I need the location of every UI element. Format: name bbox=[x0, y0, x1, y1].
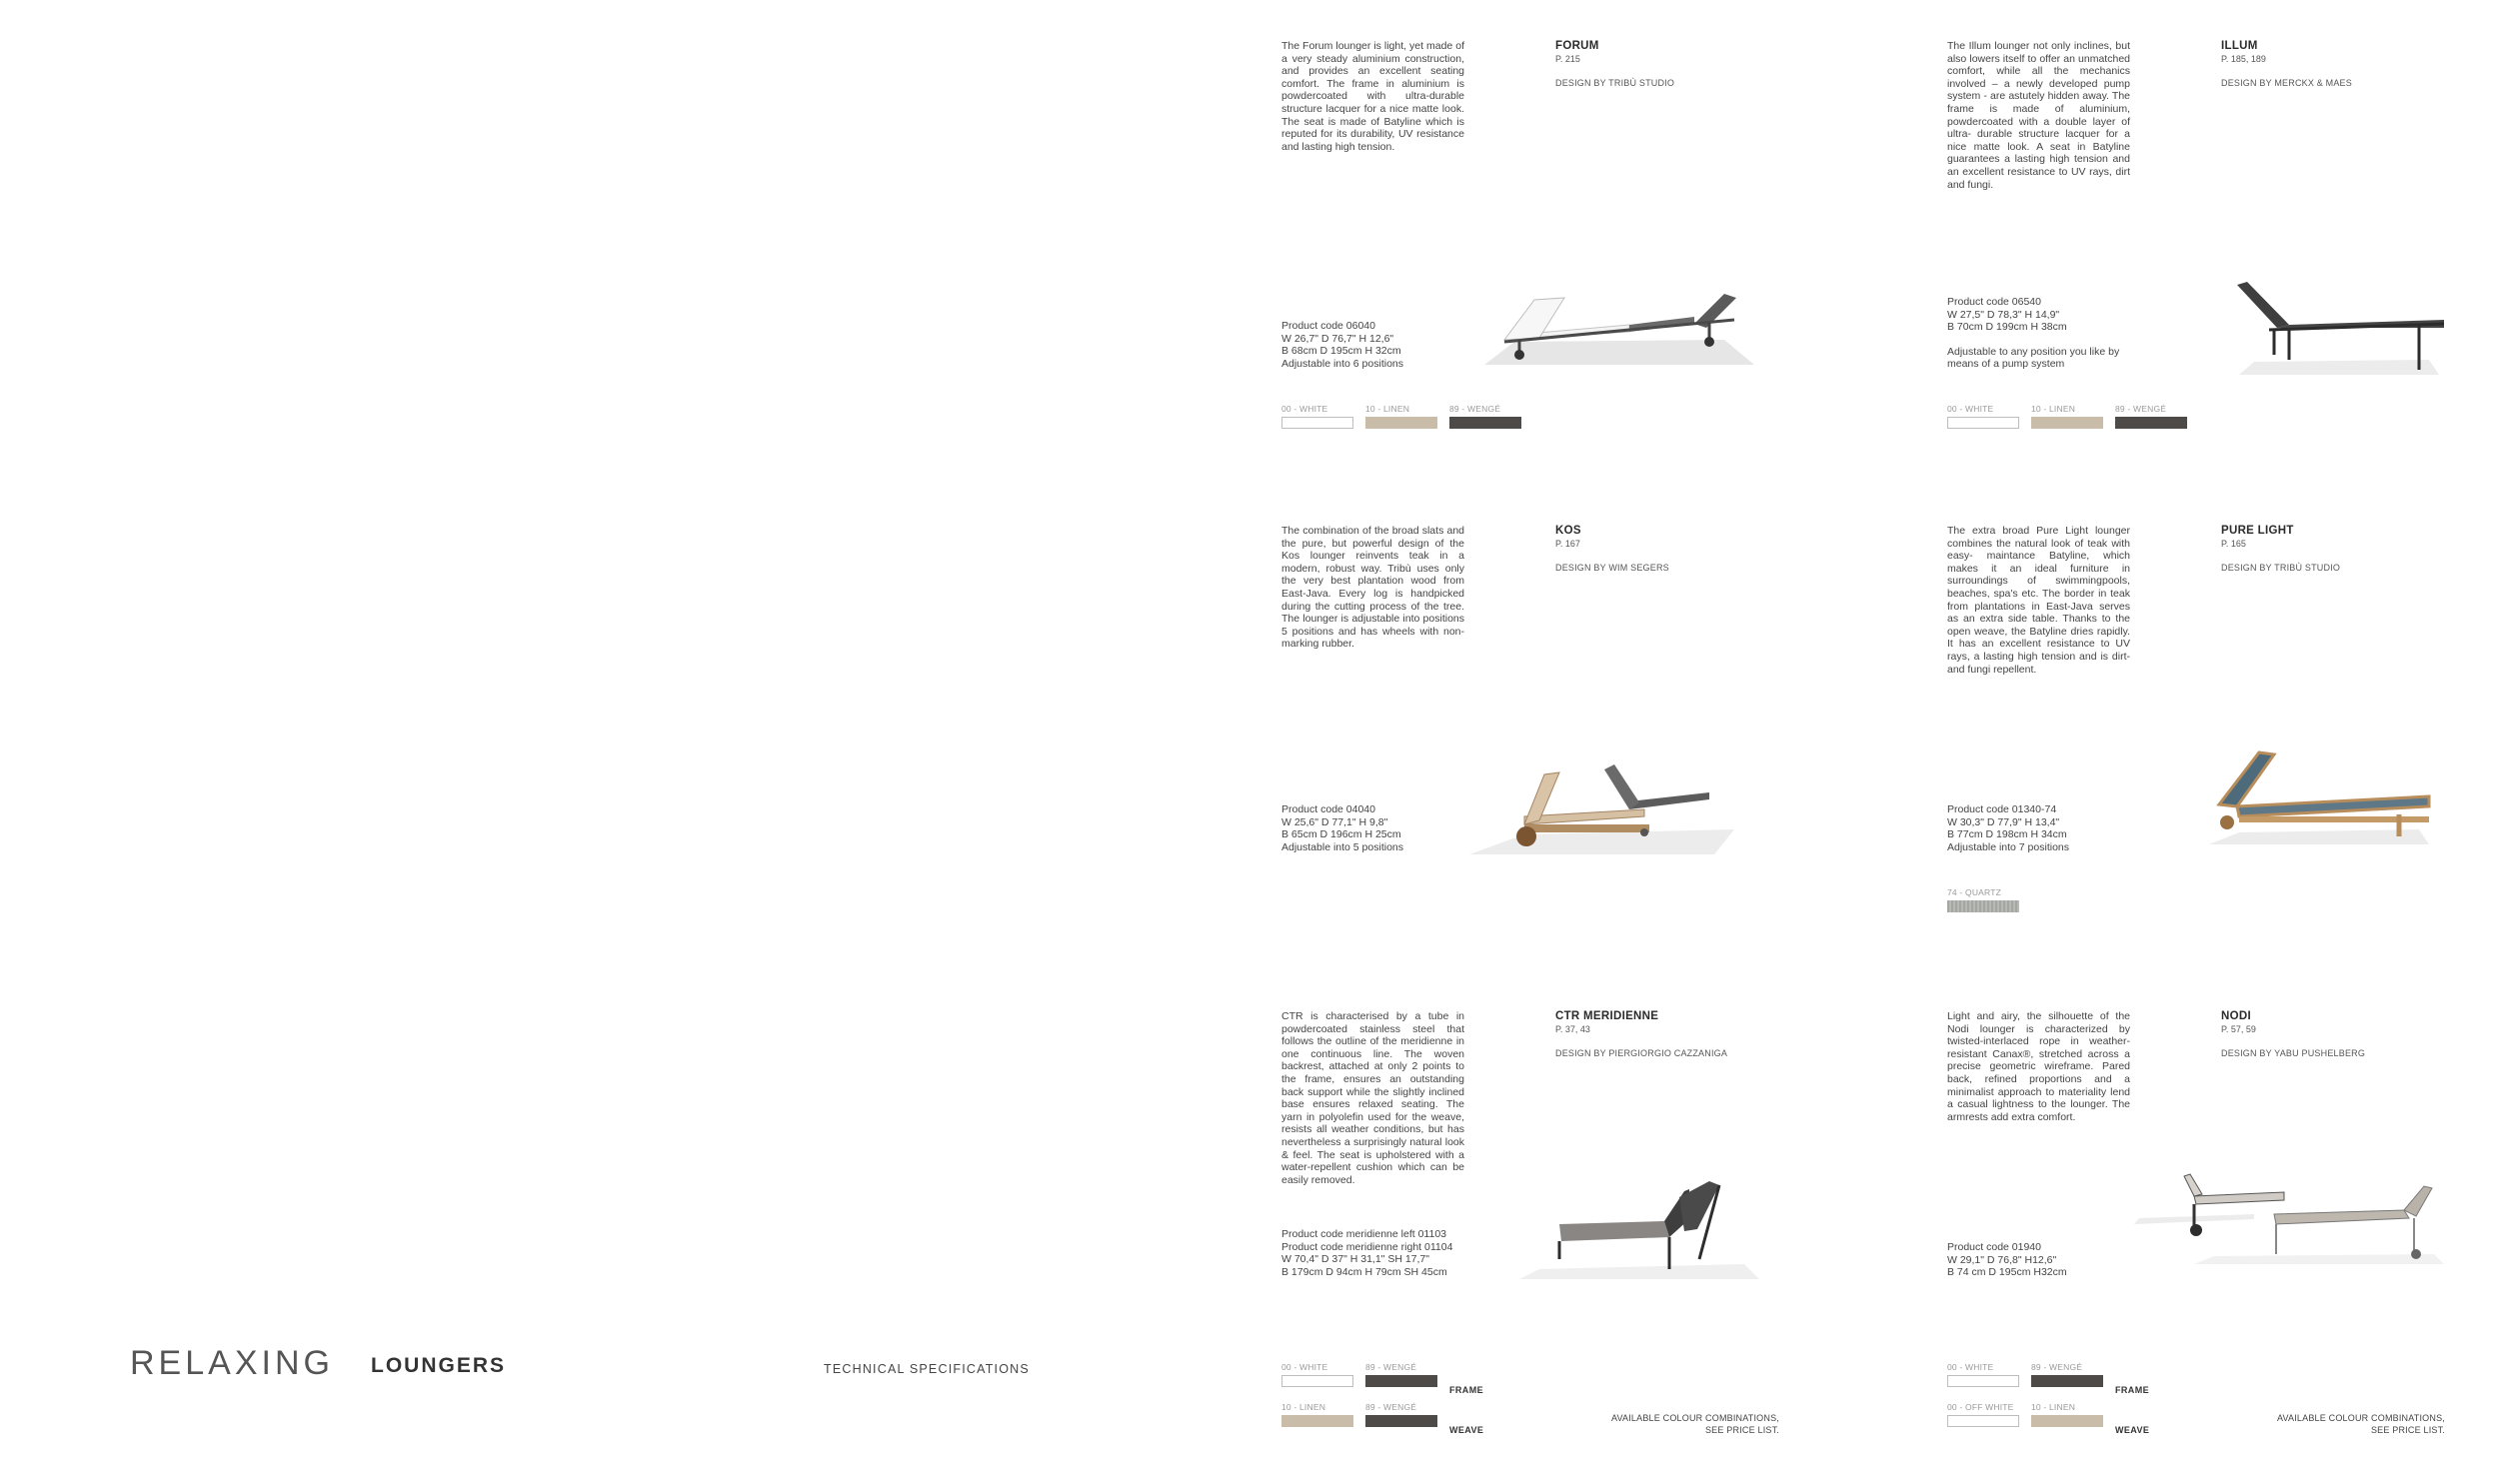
illum-spec-line: B 70cm D 199cm H 38cm bbox=[1947, 321, 2067, 334]
swatch-color bbox=[1281, 417, 1353, 429]
purelight-lounger-image bbox=[2199, 744, 2434, 854]
nodi-weave-label: WEAVE bbox=[2115, 1425, 2150, 1435]
purelight-spec-line: W 30,3" D 77,9" H 13,4" bbox=[1947, 815, 2060, 828]
forum-lounger-image bbox=[1474, 280, 1774, 370]
nodi-frame-swatch-wenge bbox=[2031, 1362, 2103, 1387]
swatch-color bbox=[1281, 1375, 1353, 1387]
ctr-availability-note bbox=[1559, 1412, 1779, 1436]
forum-swatch-white bbox=[1281, 404, 1353, 429]
swatch-label: 10 - LINEN bbox=[2031, 404, 2076, 414]
kos-spec bbox=[1281, 803, 1403, 853]
kos-title: KOS bbox=[1555, 525, 1581, 537]
swatch-label: 00 - WHITE bbox=[1947, 1362, 1994, 1372]
ctr-title: CTR MERIDIENNE bbox=[1555, 1010, 1659, 1022]
swatch-label: 00 - WHITE bbox=[1947, 404, 1994, 414]
illum-lounger-image bbox=[2229, 280, 2444, 380]
swatch-color bbox=[1281, 1415, 1353, 1427]
illum-swatch-white bbox=[1947, 404, 2019, 429]
purelight-spec-line: Adjustable into 7 positions bbox=[1947, 840, 2069, 853]
forum-swatch-wenge bbox=[1449, 404, 1521, 429]
forum-heading bbox=[1555, 40, 1674, 88]
forum-designer: DESIGN BY TRIBÙ STUDIO bbox=[1555, 78, 1675, 88]
forum-spec bbox=[1281, 320, 1403, 370]
section-title-loungers: LOUNGERS bbox=[371, 1354, 507, 1377]
nodi-frame-label: FRAME bbox=[2115, 1385, 2149, 1395]
swatch-label: 10 - LINEN bbox=[2031, 1402, 2076, 1412]
ctr-frame-swatch-wenge bbox=[1365, 1362, 1437, 1387]
forum-page: P. 215 bbox=[1555, 54, 1580, 64]
swatch-label: 89 - WENGÉ bbox=[1365, 1362, 1417, 1372]
availability-line: AVAILABLE COLOUR COMBINATIONS, bbox=[2276, 1413, 2445, 1423]
availability-line: SEE PRICE LIST. bbox=[2370, 1425, 2445, 1435]
illum-heading bbox=[2221, 40, 2352, 88]
purelight-spec-line: B 77cm D 198cm H 34cm bbox=[1947, 828, 2067, 841]
kos-page: P. 167 bbox=[1555, 539, 1580, 549]
ctr-weave-label: WEAVE bbox=[1449, 1425, 1484, 1435]
ctr-spec-line: B 179cm D 94cm H 79cm SH 45cm bbox=[1281, 1265, 1447, 1278]
nodi-heading bbox=[2221, 1010, 2365, 1058]
section-title-relaxing: RELAXING bbox=[130, 1344, 334, 1382]
ctr-spec-line: Product code meridienne right 01104 bbox=[1281, 1240, 1453, 1253]
forum-swatch-linen bbox=[1365, 404, 1437, 429]
forum-spec-line: Product code 06040 bbox=[1281, 320, 1375, 332]
illum-spec-note: Adjustable to any position you like by means of a pump system bbox=[1947, 345, 2120, 371]
swatch-label: 74 - QUARTZ bbox=[1947, 887, 2001, 897]
swatch-color bbox=[1947, 1415, 2019, 1427]
purelight-title: PURE LIGHT bbox=[2221, 525, 2294, 537]
purelight-heading bbox=[2221, 525, 2340, 573]
nodi-designer: DESIGN BY YABU PUSHELBERG bbox=[2221, 1048, 2366, 1058]
swatch-color bbox=[1365, 1415, 1437, 1427]
forum-spec-line: W 26,7" D 76,7" H 12,6" bbox=[1281, 332, 1394, 345]
ctr-spec-line: W 70,4" D 37" H 31,1" SH 17,7" bbox=[1281, 1253, 1429, 1266]
swatch-label: 00 - OFF WHITE bbox=[1947, 1402, 2014, 1412]
swatch-label: 00 - WHITE bbox=[1281, 1362, 1328, 1372]
kos-spec-line: W 25,6" D 77,1" H 9,8" bbox=[1281, 815, 1388, 828]
swatch-color bbox=[2031, 417, 2103, 429]
purelight-description: The extra broad Pure Light lounger combines the natural look of teak with easy- maintance Batyline, which makes it an ideal furniture in surroundings of swimmingpools, beaches, spa's etc. The border in teak from plantations in East-Java serves as an extra side table. Thanks to the open weave, the Batyline dries rapidly. It has an excellent resistance to UV rays, a lasting high tension and is dirt- and fungi repellent. bbox=[1947, 525, 2130, 676]
swatch-color bbox=[1365, 1375, 1437, 1387]
nodi-spec-line: Product code 01940 bbox=[1947, 1241, 2041, 1253]
kos-spec-line: B 65cm D 196cm H 25cm bbox=[1281, 828, 1401, 841]
kos-designer: DESIGN BY WIM SEGERS bbox=[1555, 563, 1669, 573]
forum-title: FORUM bbox=[1555, 40, 1599, 52]
ctr-spec-line: Product code meridienne left 01103 bbox=[1281, 1228, 1446, 1240]
swatch-color bbox=[2031, 1415, 2103, 1427]
illum-page: P. 185, 189 bbox=[2221, 54, 2266, 64]
illum-swatch-wenge bbox=[2115, 404, 2187, 429]
swatch-label: 10 - LINEN bbox=[1281, 1402, 1326, 1412]
ctr-weave-swatch-linen bbox=[1281, 1402, 1353, 1427]
purelight-designer: DESIGN BY TRIBÙ STUDIO bbox=[2221, 563, 2341, 573]
illum-description: The Illum lounger not only inclines, but also lowers itself to offer an unmatched comfort, while all the mechanics involved – a newly developed pump system - are astutely hidden away. The frame is made of aluminium, powdercoated with a double layer of ultra- durable structure lacquer for a nice matte look. A seat in Batyline guarantees a lasting high tension and an excellent resistance to UV rays, dirt and fungi. bbox=[1947, 40, 2130, 191]
ctr-weave-swatch-wenge bbox=[1365, 1402, 1437, 1427]
swatch-color bbox=[2115, 417, 2187, 429]
forum-spec-line: B 68cm D 195cm H 32cm bbox=[1281, 345, 1401, 358]
swatch-label: 89 - WENGÉ bbox=[2031, 1362, 2083, 1372]
swatch-label: 10 - LINEN bbox=[1365, 404, 1410, 414]
kos-lounger-image bbox=[1464, 754, 1769, 864]
nodi-weave-swatch-offwhite bbox=[1947, 1402, 2019, 1427]
purelight-page: P. 165 bbox=[2221, 539, 2246, 549]
swatch-label: 00 - WHITE bbox=[1281, 404, 1328, 414]
swatch-color bbox=[1365, 417, 1437, 429]
section-title-technical: TECHNICAL SPECIFICATIONS bbox=[824, 1362, 1030, 1376]
kos-description: The combination of the broad slats and the pure, but powerful design of the Kos lounger reinvents teak in a modern, robust way. Tribù uses only the very best plantation wood from East-Java. Every log is handpicked during the cutting process of the tree. The lounger is adjustable into positions 5 positions and has wheels with non-marking rubber. bbox=[1281, 525, 1464, 651]
illum-title: ILLUM bbox=[2221, 40, 2258, 52]
availability-line: AVAILABLE COLOUR COMBINATIONS, bbox=[1610, 1413, 1779, 1423]
swatch-color bbox=[1947, 1375, 2019, 1387]
illum-swatch-linen bbox=[2031, 404, 2103, 429]
nodi-spec bbox=[1947, 1241, 2067, 1279]
illum-spec bbox=[1947, 296, 2132, 371]
purelight-swatch-quartz bbox=[1947, 887, 2019, 912]
ctr-frame-label: FRAME bbox=[1449, 1385, 1483, 1395]
ctr-heading bbox=[1555, 1010, 1727, 1058]
illum-spec-line: W 27,5" D 78,3" H 14,9" bbox=[1947, 308, 2060, 321]
ctr-description: CTR is characterised by a tube in powdercoated stainless steel that follows the outline of the meridienne in one continuous line. The woven backrest, attached at only 2 points to the frame, ensures an outstanding back support while the slightly inclined base ensures relaxed seating. The yarn in polyolefin used for the weave, resists all weather conditions, but has nevertheless a surprisingly natural look & feel. The seat is upholstered with a water-repellent cushion which can be easily removed. bbox=[1281, 1010, 1464, 1186]
nodi-spec-line: W 29,1" D 76,8" H12,6" bbox=[1947, 1253, 2057, 1266]
nodi-weave-swatch-linen bbox=[2031, 1402, 2103, 1427]
illum-spec-line: Product code 06540 bbox=[1947, 296, 2041, 308]
swatch-color bbox=[1947, 900, 2019, 912]
kos-spec-line: Adjustable into 5 positions bbox=[1281, 840, 1403, 853]
nodi-frame-swatch-white bbox=[1947, 1362, 2019, 1387]
forum-description: The Forum lounger is light, yet made of a very steady aluminium construction, and provides an excellent seating comfort. The frame in aluminium is powdercoated with ultra-durable structure lacquer for a nice matte look. The seat is made of Batyline which is reputed for its durability, UV resistance and lasting high tension. bbox=[1281, 40, 1464, 153]
swatch-label: 89 - WENGÉ bbox=[1365, 1402, 1417, 1412]
swatch-color bbox=[1947, 417, 2019, 429]
ctr-meridienne-image bbox=[1519, 1179, 1759, 1284]
illum-designer: DESIGN BY MERCKX & MAES bbox=[2221, 78, 2352, 88]
nodi-availability-note bbox=[2225, 1412, 2445, 1436]
ctr-spec bbox=[1281, 1228, 1452, 1278]
nodi-title: NODI bbox=[2221, 1010, 2251, 1022]
kos-heading bbox=[1555, 525, 1669, 573]
swatch-color bbox=[2031, 1375, 2103, 1387]
kos-spec-line: Product code 04040 bbox=[1281, 803, 1375, 815]
nodi-description: Light and airy, the silhouette of the Nodi lounger is characterized by twisted-interlaced rope in weather-resistant Canax®, stretched across a precise geometric wireframe. Pared back, refined proportions and a minimalist approach to materiality lend a casual lightness to the lounger. The armrests add extra comfort. bbox=[1947, 1010, 2130, 1123]
ctr-page: P. 37, 43 bbox=[1555, 1024, 1590, 1034]
availability-line: SEE PRICE LIST. bbox=[1704, 1425, 1779, 1435]
swatch-label: 89 - WENGÉ bbox=[2115, 404, 2167, 414]
nodi-lounger-image bbox=[2134, 1174, 2444, 1269]
swatch-color bbox=[1449, 417, 1521, 429]
nodi-spec-line: B 74 cm D 195cm H32cm bbox=[1947, 1266, 2067, 1279]
ctr-designer: DESIGN BY PIERGIORGIO CAZZANIGA bbox=[1555, 1048, 1728, 1058]
forum-spec-line: Adjustable into 6 positions bbox=[1281, 357, 1403, 370]
purelight-spec bbox=[1947, 803, 2069, 853]
nodi-page: P. 57, 59 bbox=[2221, 1024, 2256, 1034]
ctr-frame-swatch-white bbox=[1281, 1362, 1353, 1387]
purelight-spec-line: Product code 01340-74 bbox=[1947, 803, 2057, 815]
swatch-label: 89 - WENGÉ bbox=[1449, 404, 1501, 414]
